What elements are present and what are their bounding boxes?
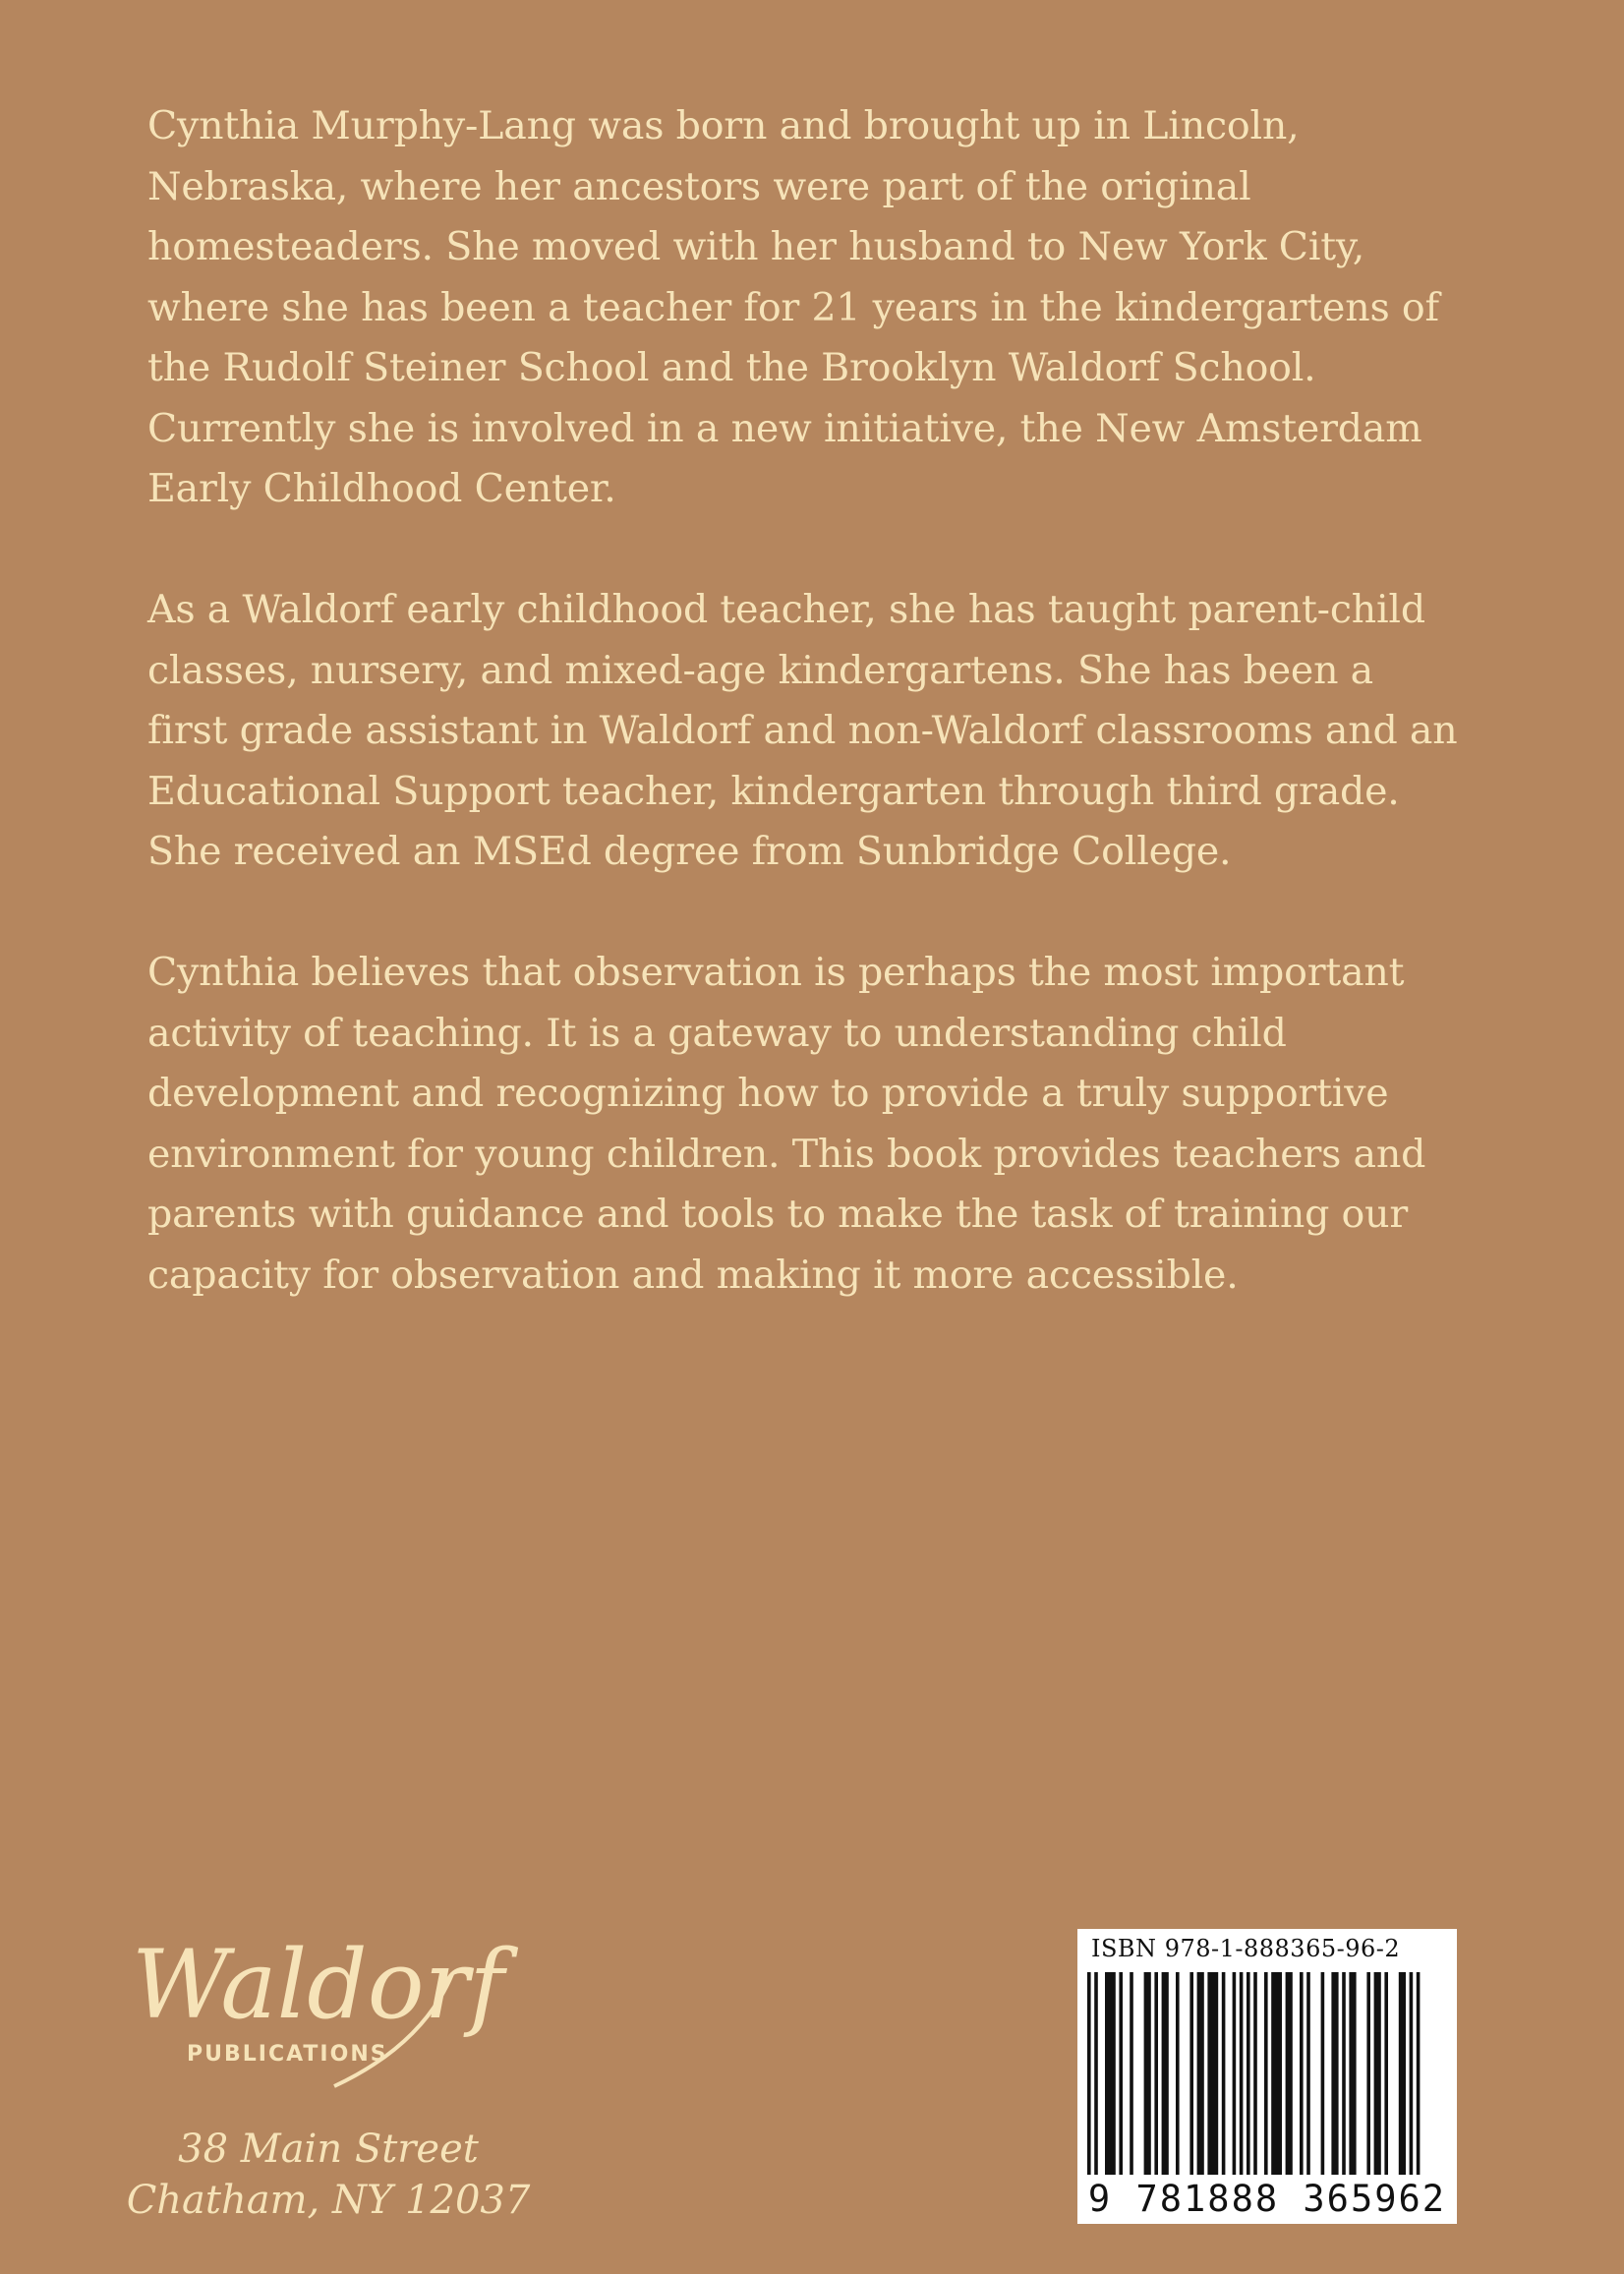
barcode-bar	[1176, 1972, 1180, 2175]
waldorf-publications-logo	[128, 1907, 541, 2104]
barcode-bar	[1264, 1972, 1268, 2175]
barcode-bar	[1105, 1972, 1116, 2175]
barcode-bar	[1207, 1972, 1218, 2175]
barcode-bar	[1222, 1972, 1226, 2175]
bio-paragraph-1: Cynthia Murphy-Lang was born and brought up in Lincoln, Nebraska, where her ancestors were part of the original homesteaders. She moved with her husband to New York City, where she has been a teacher for 21 years in the kindergartens of the Rudolf Steiner School and the Brooklyn Waldorf School. Currently she is involved in a new initiative, the New Amsterdam Early Childhood Center.	[147, 103, 1439, 511]
bio-paragraph-3: Cynthia believes that observation is perhaps the most important activity of teaching. It is a gateway to understanding child development and recognizing how to provide a truly supportive environment for young children. This book provides teachers and parents with guidance and tools to make the task of training our capacity for observation and making it more accessible.	[147, 950, 1426, 1298]
barcode-bar	[1119, 1972, 1123, 2175]
barcode-bar	[1130, 1972, 1133, 2175]
logo-sub: PUBLICATIONS	[187, 2042, 388, 2067]
barcode-bar	[1154, 1972, 1158, 2175]
logo-word: Waldorf	[132, 1930, 504, 2040]
barcode-bar	[1417, 1972, 1421, 2175]
barcode-bars	[1087, 1972, 1447, 2175]
bio-paragraph-2: As a Waldorf early childhood teacher, she has taught parent-child classes, nursery, and mixed-age kindergartens. She has been a first grade assistant in Waldorf and non-Waldorf classrooms and an Educational Support teacher, kindergarten through third grade. She received an MSEd degree from Sunbridge College.	[147, 587, 1458, 874]
barcode-bar	[1286, 1972, 1293, 2175]
barcode-bar	[1342, 1972, 1346, 2175]
barcode-bar	[1374, 1972, 1381, 2175]
barcode-bar	[1366, 1972, 1370, 2175]
barcode-bar	[1233, 1972, 1237, 2175]
barcode-bar	[1087, 1972, 1091, 2175]
barcode-bar	[1321, 1972, 1325, 2175]
address-line-2: Chatham, NY 12037	[126, 2178, 531, 2223]
isbn-barcode	[1077, 1929, 1457, 2224]
barcode-bar	[1300, 1972, 1304, 2175]
barcode-bar	[1271, 1972, 1282, 2175]
barcode-bar	[1410, 1972, 1414, 2175]
barcode-bar	[1399, 1972, 1406, 2175]
barcode-bar	[1197, 1972, 1204, 2175]
barcode-bar	[1240, 1972, 1244, 2175]
publisher-address	[122, 2124, 535, 2226]
author-bio	[147, 96, 1465, 1367]
barcode-bar	[1349, 1972, 1356, 2175]
barcode-bar	[1253, 1972, 1257, 2175]
barcode-digits: 9 781888 365962	[1087, 2178, 1447, 2220]
barcode-bar	[1306, 1972, 1310, 2175]
barcode-bar	[1162, 1972, 1169, 2175]
barcode-bar	[1144, 1972, 1151, 2175]
isbn-label: ISBN 978-1-888365-96-2	[1091, 1935, 1401, 1962]
barcode-bar	[1094, 1972, 1098, 2175]
barcode-bar	[1189, 1972, 1193, 2175]
barcode-bar	[1247, 1972, 1250, 2175]
barcode-bar	[1331, 1972, 1338, 2175]
address-line-1: 38 Main Street	[178, 2127, 479, 2172]
barcode-bar	[1384, 1972, 1388, 2175]
